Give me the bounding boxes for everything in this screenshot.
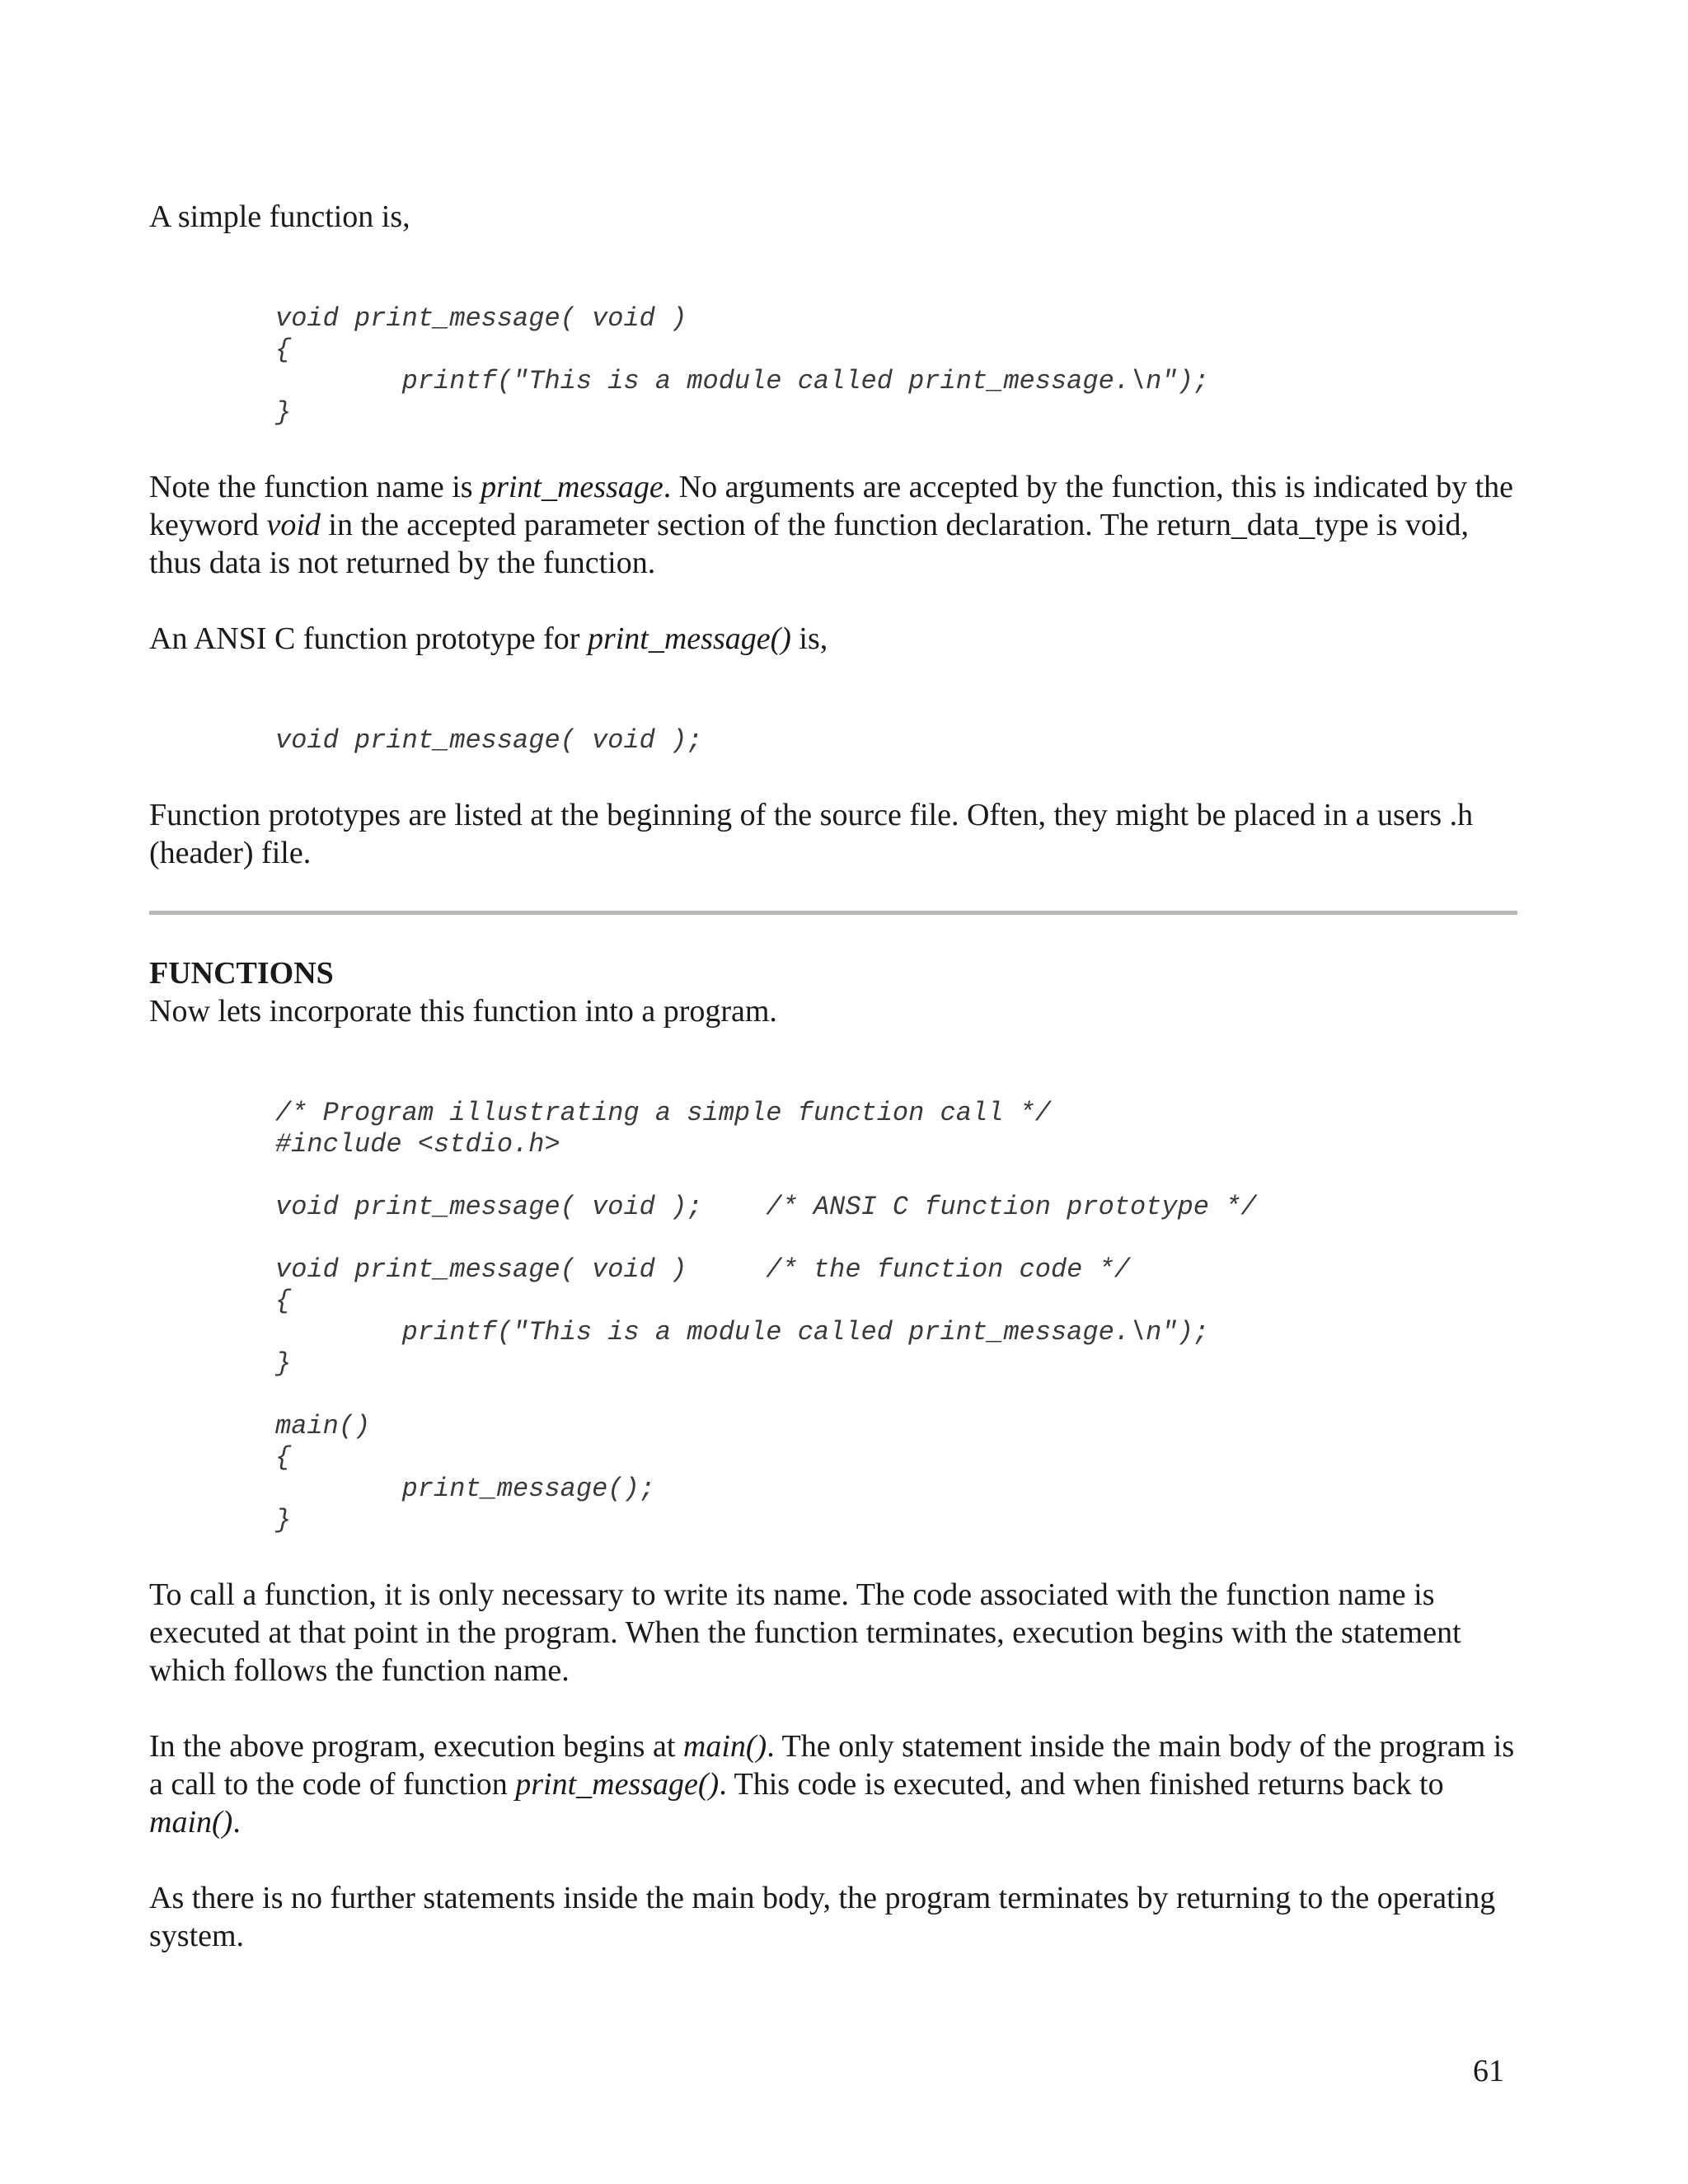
note-text-2: . No arguments are accepted by the function, this is indicated by the keyword (149, 470, 1514, 542)
code-block-function: void print_message( void ) { printf("This is a module called print_message.\n"); } (275, 303, 1209, 428)
section-subtitle: Now lets incorporate this function into a program. (149, 994, 777, 1029)
note-text-1: Note the function name is (149, 470, 481, 504)
above-function-ref: print_message() (515, 1767, 720, 1802)
prototype-intro-text-1: An ANSI C function prototype for (149, 621, 588, 656)
note-function-name: print_message (481, 470, 663, 504)
code-block-program: /* Program illustrating a simple function call */ #include <stdio.h> void print_message( void ); /* ANSI C function prototype */ void print_message( void ) /* the function code */ { printf("This is a module called print_message.\n"); } main() { print_message(); } (275, 1098, 1257, 1535)
note-paragraph (149, 468, 1517, 582)
above-program-paragraph (149, 1727, 1517, 1841)
note-keyword: void (266, 508, 321, 542)
note-text-3: in the accepted parameter section of the function declaration. The return_data_type is void, thus data is not returned by the function. (149, 508, 1470, 580)
prototypes-note-paragraph: Function prototypes are listed at the beginning of the source file. Often, they might be placed in a users .h (header) file. (149, 798, 1474, 870)
page-number: 61 (1473, 2054, 1504, 2088)
horizontal-divider (149, 911, 1517, 915)
above-text-3: . This code is executed, and when finished returns back to (719, 1767, 1444, 1802)
above-main-ref-2: main() (149, 1805, 233, 1840)
call-paragraph: To call a function, it is only necessary to write its name. The code associated with the function name is executed at that point in the program. When the function terminates, execution begins with the statement which follows the function name. (149, 1577, 1461, 1688)
prototype-intro-paragraph (149, 620, 1517, 658)
above-text-1: In the above program, execution begins at (149, 1729, 683, 1764)
above-main-ref-1: main() (682, 1729, 767, 1764)
intro-paragraph: A simple function is, (149, 199, 410, 234)
code-block-prototype: void print_message( void ); (275, 725, 703, 756)
above-text-2: . The only statement inside the main body of the program is a call to the code of function (149, 1729, 1515, 1802)
prototype-intro-function-name: print_message() (587, 621, 791, 656)
prototype-intro-text-2: is, (790, 621, 828, 656)
final-paragraph: As there is no further statements inside the main body, the program terminates by returning to the operating system. (149, 1881, 1496, 1953)
above-text-4: . (232, 1805, 241, 1840)
section-heading: FUNCTIONS (149, 956, 334, 991)
